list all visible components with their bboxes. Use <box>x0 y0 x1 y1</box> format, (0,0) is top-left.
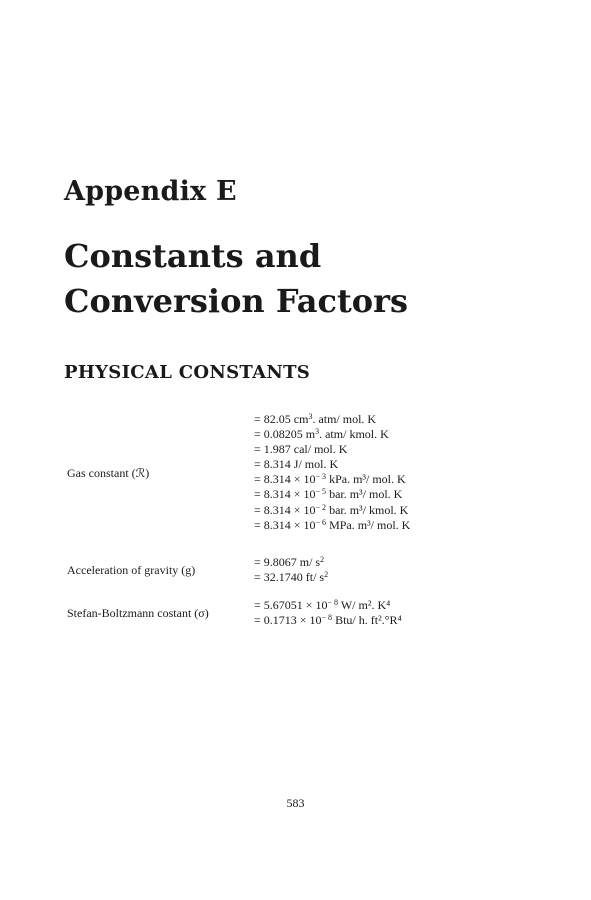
constant-value: = $8.314 \times 10^{- 5}$ bar. m³/ mol. K <box>254 487 403 502</box>
constant-value: = 0.08205 $m^3$. atm/ kmol. K <box>254 427 389 442</box>
constant-value: = 1.987 cal/ mol. K <box>254 442 348 457</box>
constant-name-gas: Gas constant (ℛ) <box>67 466 150 480</box>
constant-value: = 32.1740 ft/ $s^2$ <box>254 570 329 585</box>
chapter-title-line-1: Constants and <box>64 237 322 275</box>
chapter-title-line-2: Conversion Factors <box>64 282 408 320</box>
constant-value: = $8.314 \times 10^{- 6}$ MPa. m³/ mol. K <box>254 517 411 532</box>
constant-value: = $5.67051 \times 10^{- 8}$ W/ m². K⁴ <box>254 598 391 612</box>
section-heading: PHYSICAL CONSTANTS <box>64 362 311 383</box>
appendix-label: Appendix E <box>64 176 237 207</box>
constant-value: = 9.8067 m/ $s^2$ <box>254 555 325 569</box>
constant-value: = $0.1713 \times 10^{- 8}$ Btu/ h. ft².°R⁴ <box>254 613 402 628</box>
page-number: 583 <box>286 796 305 810</box>
constant-name-stefan-boltzmann: Stefan-Boltzmann costant (σ) <box>67 606 209 620</box>
constant-value: = 8.314 J/ mol. K <box>254 457 339 472</box>
constant-values-gas <box>254 412 410 533</box>
constant-value: = 82.05 $cm^3$. atm/ mol. K <box>254 412 377 426</box>
constant-values-gravity <box>254 555 328 585</box>
constant-value: = $8.314 \times 10^{- 3}$ kPa. m³/ mol. K <box>254 472 406 487</box>
constant-name-gravity: Acceleration of gravity (g) <box>67 563 196 577</box>
constant-values-stefan-boltzmann <box>254 598 402 628</box>
constant-value: = $8.314 \times 10^{- 2}$ bar. m³/ kmol. K <box>254 502 409 517</box>
